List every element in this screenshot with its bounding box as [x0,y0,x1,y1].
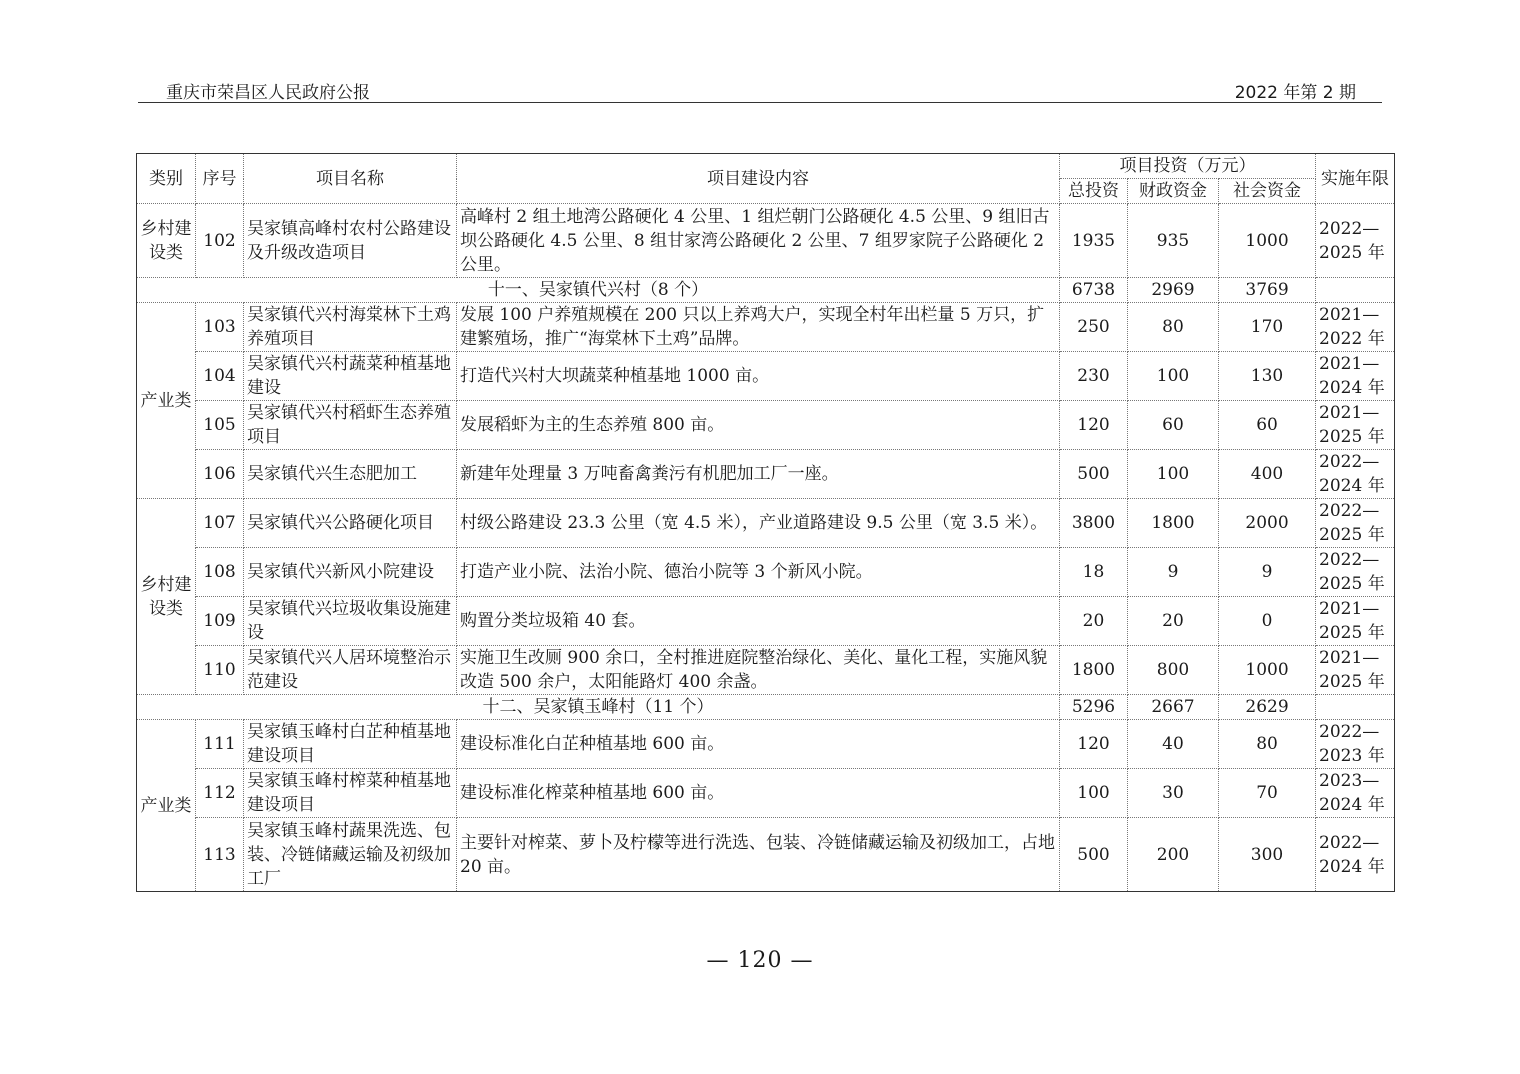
project-content-cell: 购置分类垃圾箱 40 套。 [457,597,1060,646]
subtotal-row [137,278,1395,303]
period-cell: 2023—2024 年 [1316,769,1395,818]
total-cell: 500 [1060,450,1128,499]
project-content-cell: 高峰村 2 组土地湾公路硬化 4 公里、1 组烂朝门公路硬化 4.5 公里、9 组旧古坝公路硬化 4.5 公里、8 组甘家湾公路硬化 2 公里、7 组罗家院子公路硬化 2 公里。 [457,204,1060,278]
table-row [137,646,1395,695]
table-row [137,499,1395,548]
subtotal-period [1316,278,1395,303]
publication-title: 重庆市荣昌区人民政府公报 [166,83,370,103]
table-row [137,769,1395,818]
serial-cell: 107 [196,499,244,548]
col-category-header: 类别 [137,154,196,204]
subtotal-row [137,695,1395,720]
project-name-cell: 吴家镇代兴新风小院建设 [244,548,457,597]
total-cell: 500 [1060,818,1128,892]
period-cell: 2022—2025 年 [1316,204,1395,278]
table-row [137,720,1395,769]
subtotal-total: 6738 [1060,278,1128,303]
social-cell: 130 [1219,352,1316,401]
serial-cell: 104 [196,352,244,401]
fiscal-cell: 30 [1128,769,1219,818]
project-content-cell: 发展稻虾为主的生态养殖 800 亩。 [457,401,1060,450]
social-cell: 2000 [1219,499,1316,548]
issue-number: 2022 年第 2 期 [1234,83,1356,103]
serial-cell: 111 [196,720,244,769]
table-row [137,352,1395,401]
category-cell: 乡村建设类 [137,499,196,695]
social-cell: 300 [1219,818,1316,892]
serial-cell: 102 [196,204,244,278]
total-cell: 3800 [1060,499,1128,548]
fiscal-cell: 935 [1128,204,1219,278]
col-serial-header: 序号 [196,154,244,204]
social-cell: 80 [1219,720,1316,769]
period-cell: 2022—2025 年 [1316,548,1395,597]
social-cell: 0 [1219,597,1316,646]
project-name-cell: 吴家镇代兴垃圾收集设施建设 [244,597,457,646]
subtotal-period [1316,695,1395,720]
social-cell: 170 [1219,303,1316,352]
table-row [137,597,1395,646]
period-cell: 2022—2024 年 [1316,450,1395,499]
project-name-cell: 吴家镇玉峰村白芷种植基地建设项目 [244,720,457,769]
fiscal-cell: 60 [1128,401,1219,450]
header-rule [138,102,1382,103]
total-cell: 1935 [1060,204,1128,278]
serial-cell: 109 [196,597,244,646]
serial-cell: 110 [196,646,244,695]
category-cell: 产业类 [137,303,196,499]
col-fiscal-header: 财政资金 [1128,179,1219,204]
serial-cell: 103 [196,303,244,352]
total-cell: 20 [1060,597,1128,646]
subtotal-social: 3769 [1219,278,1316,303]
project-name-cell: 吴家镇代兴生态肥加工 [244,450,457,499]
table-row [137,548,1395,597]
col-period-header: 实施年限 [1316,154,1395,204]
project-content-cell: 建设标准化白芷种植基地 600 亩。 [457,720,1060,769]
table-row [137,303,1395,352]
subtotal-fiscal: 2969 [1128,278,1219,303]
subtotal-fiscal: 2667 [1128,695,1219,720]
period-cell: 2021—2022 年 [1316,303,1395,352]
project-name-cell: 吴家镇代兴村海棠林下土鸡养殖项目 [244,303,457,352]
total-cell: 1800 [1060,646,1128,695]
social-cell: 60 [1219,401,1316,450]
subtotal-total: 5296 [1060,695,1128,720]
fiscal-cell: 9 [1128,548,1219,597]
table-row [137,450,1395,499]
project-content-cell: 新建年处理量 3 万吨畜禽粪污有机肥加工厂一座。 [457,450,1060,499]
total-cell: 100 [1060,769,1128,818]
fiscal-cell: 200 [1128,818,1219,892]
project-name-cell: 吴家镇代兴人居环境整治示范建设 [244,646,457,695]
period-cell: 2022—2025 年 [1316,499,1395,548]
period-cell: 2021—2024 年 [1316,352,1395,401]
col-social-header: 社会资金 [1219,179,1316,204]
social-cell: 400 [1219,450,1316,499]
serial-cell: 106 [196,450,244,499]
total-cell: 120 [1060,720,1128,769]
project-name-cell: 吴家镇代兴村蔬菜种植基地建设 [244,352,457,401]
period-cell: 2021—2025 年 [1316,646,1395,695]
project-content-cell: 主要针对榨菜、萝卜及柠檬等进行洗选、包装、冷链储藏运输及初级加工，占地 20 亩。 [457,818,1060,892]
serial-cell: 108 [196,548,244,597]
period-cell: 2021—2025 年 [1316,597,1395,646]
subtotal-label: 十一、吴家镇代兴村（8 个） [137,278,1060,303]
col-investment-header: 项目投资（万元） [1060,154,1316,179]
period-cell: 2022—2024 年 [1316,818,1395,892]
period-cell: 2021—2025 年 [1316,401,1395,450]
social-cell: 9 [1219,548,1316,597]
project-name-cell: 吴家镇代兴村稻虾生态养殖项目 [244,401,457,450]
fiscal-cell: 80 [1128,303,1219,352]
col-content-header: 项目建设内容 [457,154,1060,204]
subtotal-label: 十二、吴家镇玉峰村（11 个） [137,695,1060,720]
total-cell: 18 [1060,548,1128,597]
total-cell: 250 [1060,303,1128,352]
social-cell: 1000 [1219,204,1316,278]
page-number: — 120 — [706,948,814,973]
project-table [136,153,1395,892]
period-cell: 2022—2023 年 [1316,720,1395,769]
total-cell: 120 [1060,401,1128,450]
project-content-cell: 发展 100 户养殖规模在 200 只以上养鸡大户，实现全村年出栏量 5 万只，扩建繁殖场，推广“海棠林下土鸡”品牌。 [457,303,1060,352]
fiscal-cell: 800 [1128,646,1219,695]
category-cell: 产业类 [137,720,196,892]
social-cell: 70 [1219,769,1316,818]
total-cell: 230 [1060,352,1128,401]
col-total-header: 总投资 [1060,179,1128,204]
project-content-cell: 打造产业小院、法治小院、德治小院等 3 个新风小院。 [457,548,1060,597]
project-name-cell: 吴家镇高峰村农村公路建设及升级改造项目 [244,204,457,278]
fiscal-cell: 100 [1128,450,1219,499]
social-cell: 1000 [1219,646,1316,695]
table-row [137,204,1395,278]
table-row [137,818,1395,892]
table-row [137,401,1395,450]
fiscal-cell: 100 [1128,352,1219,401]
project-content-cell: 村级公路建设 23.3 公里（宽 4.5 米），产业道路建设 9.5 公里（宽 3.5 米）。 [457,499,1060,548]
project-name-cell: 吴家镇代兴公路硬化项目 [244,499,457,548]
col-name-header: 项目名称 [244,154,457,204]
project-content-cell: 实施卫生改厕 900 余口，全村推进庭院整治绿化、美化、量化工程，实施风貌改造 500 余户，太阳能路灯 400 余盏。 [457,646,1060,695]
table-header-row [137,154,1395,179]
fiscal-cell: 40 [1128,720,1219,769]
serial-cell: 112 [196,769,244,818]
subtotal-social: 2629 [1219,695,1316,720]
serial-cell: 113 [196,818,244,892]
project-content-cell: 建设标准化榨菜种植基地 600 亩。 [457,769,1060,818]
fiscal-cell: 20 [1128,597,1219,646]
project-name-cell: 吴家镇玉峰村榨菜种植基地建设项目 [244,769,457,818]
category-cell: 乡村建设类 [137,204,196,278]
project-content-cell: 打造代兴村大坝蔬菜种植基地 1000 亩。 [457,352,1060,401]
project-name-cell: 吴家镇玉峰村蔬果洗选、包装、冷链储藏运输及初级加工厂 [244,818,457,892]
serial-cell: 105 [196,401,244,450]
fiscal-cell: 1800 [1128,499,1219,548]
